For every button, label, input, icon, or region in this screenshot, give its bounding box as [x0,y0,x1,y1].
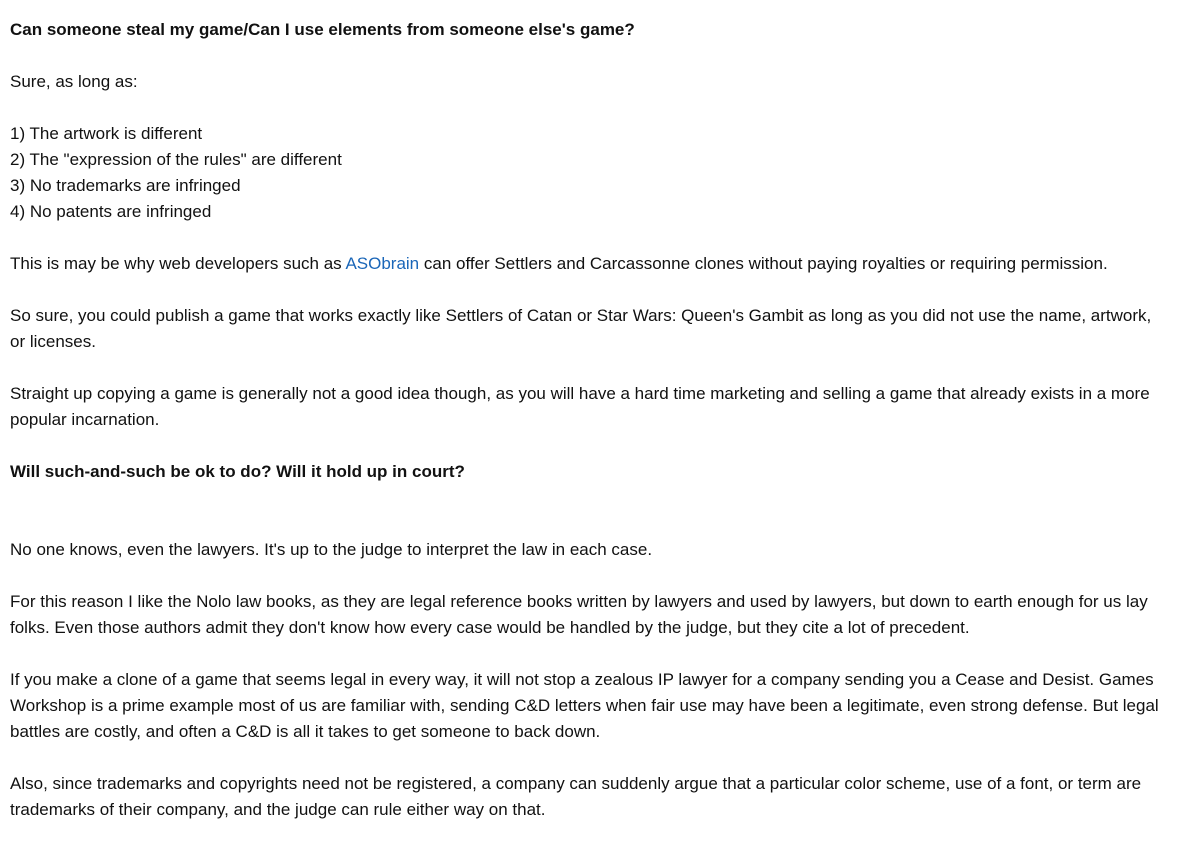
list-item: 3) No trademarks are infringed [10,176,241,195]
asobrain-paragraph [10,251,1170,277]
trademarks-paragraph: Also, since trademarks and copyrights need not be registered, a company can suddenly argue that a particular color scheme, use of a font, or term are trademarks of their company, and the judge can rule either way on that. [10,774,1142,819]
asobrain-text-after: can offer Settlers and Carcassonne clones without paying royalties or requiring permission. [419,254,1108,273]
conditions-list [10,121,1170,225]
post-body [10,17,1170,823]
clone-paragraph: If you make a clone of a game that seems legal in every way, it will not stop a zealous IP lawyer for a company sending you a Cease and Desist. Games Workshop is a prime example most of us are familiar with, sending C&D letters when fair use may have been a legitimate, even strong defense. But legal battles are costly, and often a C&D is all it takes to get someone to back down. [10,670,1159,741]
copying-paragraph: Straight up copying a game is generally not a good idea though, as you will have a hard time marketing and selling a game that already exists in a more popular incarnation. [10,384,1150,429]
list-item: 2) The "expression of the rules" are different [10,150,342,169]
no-one-knows-paragraph: No one knows, even the lawyers. It's up to the judge to interpret the law in each case. [10,540,653,559]
nolo-paragraph: For this reason I like the Nolo law books, as they are legal reference books written by lawyers and used by lawyers, but down to earth enough for us lay folks. Even those authors admit they don't know how every case would be handled by the judge, but they cite a lot of precedent. [10,592,1148,637]
publish-paragraph: So sure, you could publish a game that works exactly like Settlers of Catan or Star Wars: Queen's Gambit as long as you did not use the name, artwork, or licenses. [10,306,1152,351]
list-item: 4) No patents are infringed [10,202,212,221]
heading-steal-game: Can someone steal my game/Can I use elements from someone else's game? [10,20,635,39]
asobrain-link[interactable]: ASObrain [345,254,420,273]
intro-text: Sure, as long as: [10,72,138,91]
list-item: 1) The artwork is different [10,124,203,143]
asobrain-text-before: This is may be why web developers such as [10,254,346,273]
heading-court: Will such-and-such be ok to do? Will it hold up in court? [10,462,465,481]
